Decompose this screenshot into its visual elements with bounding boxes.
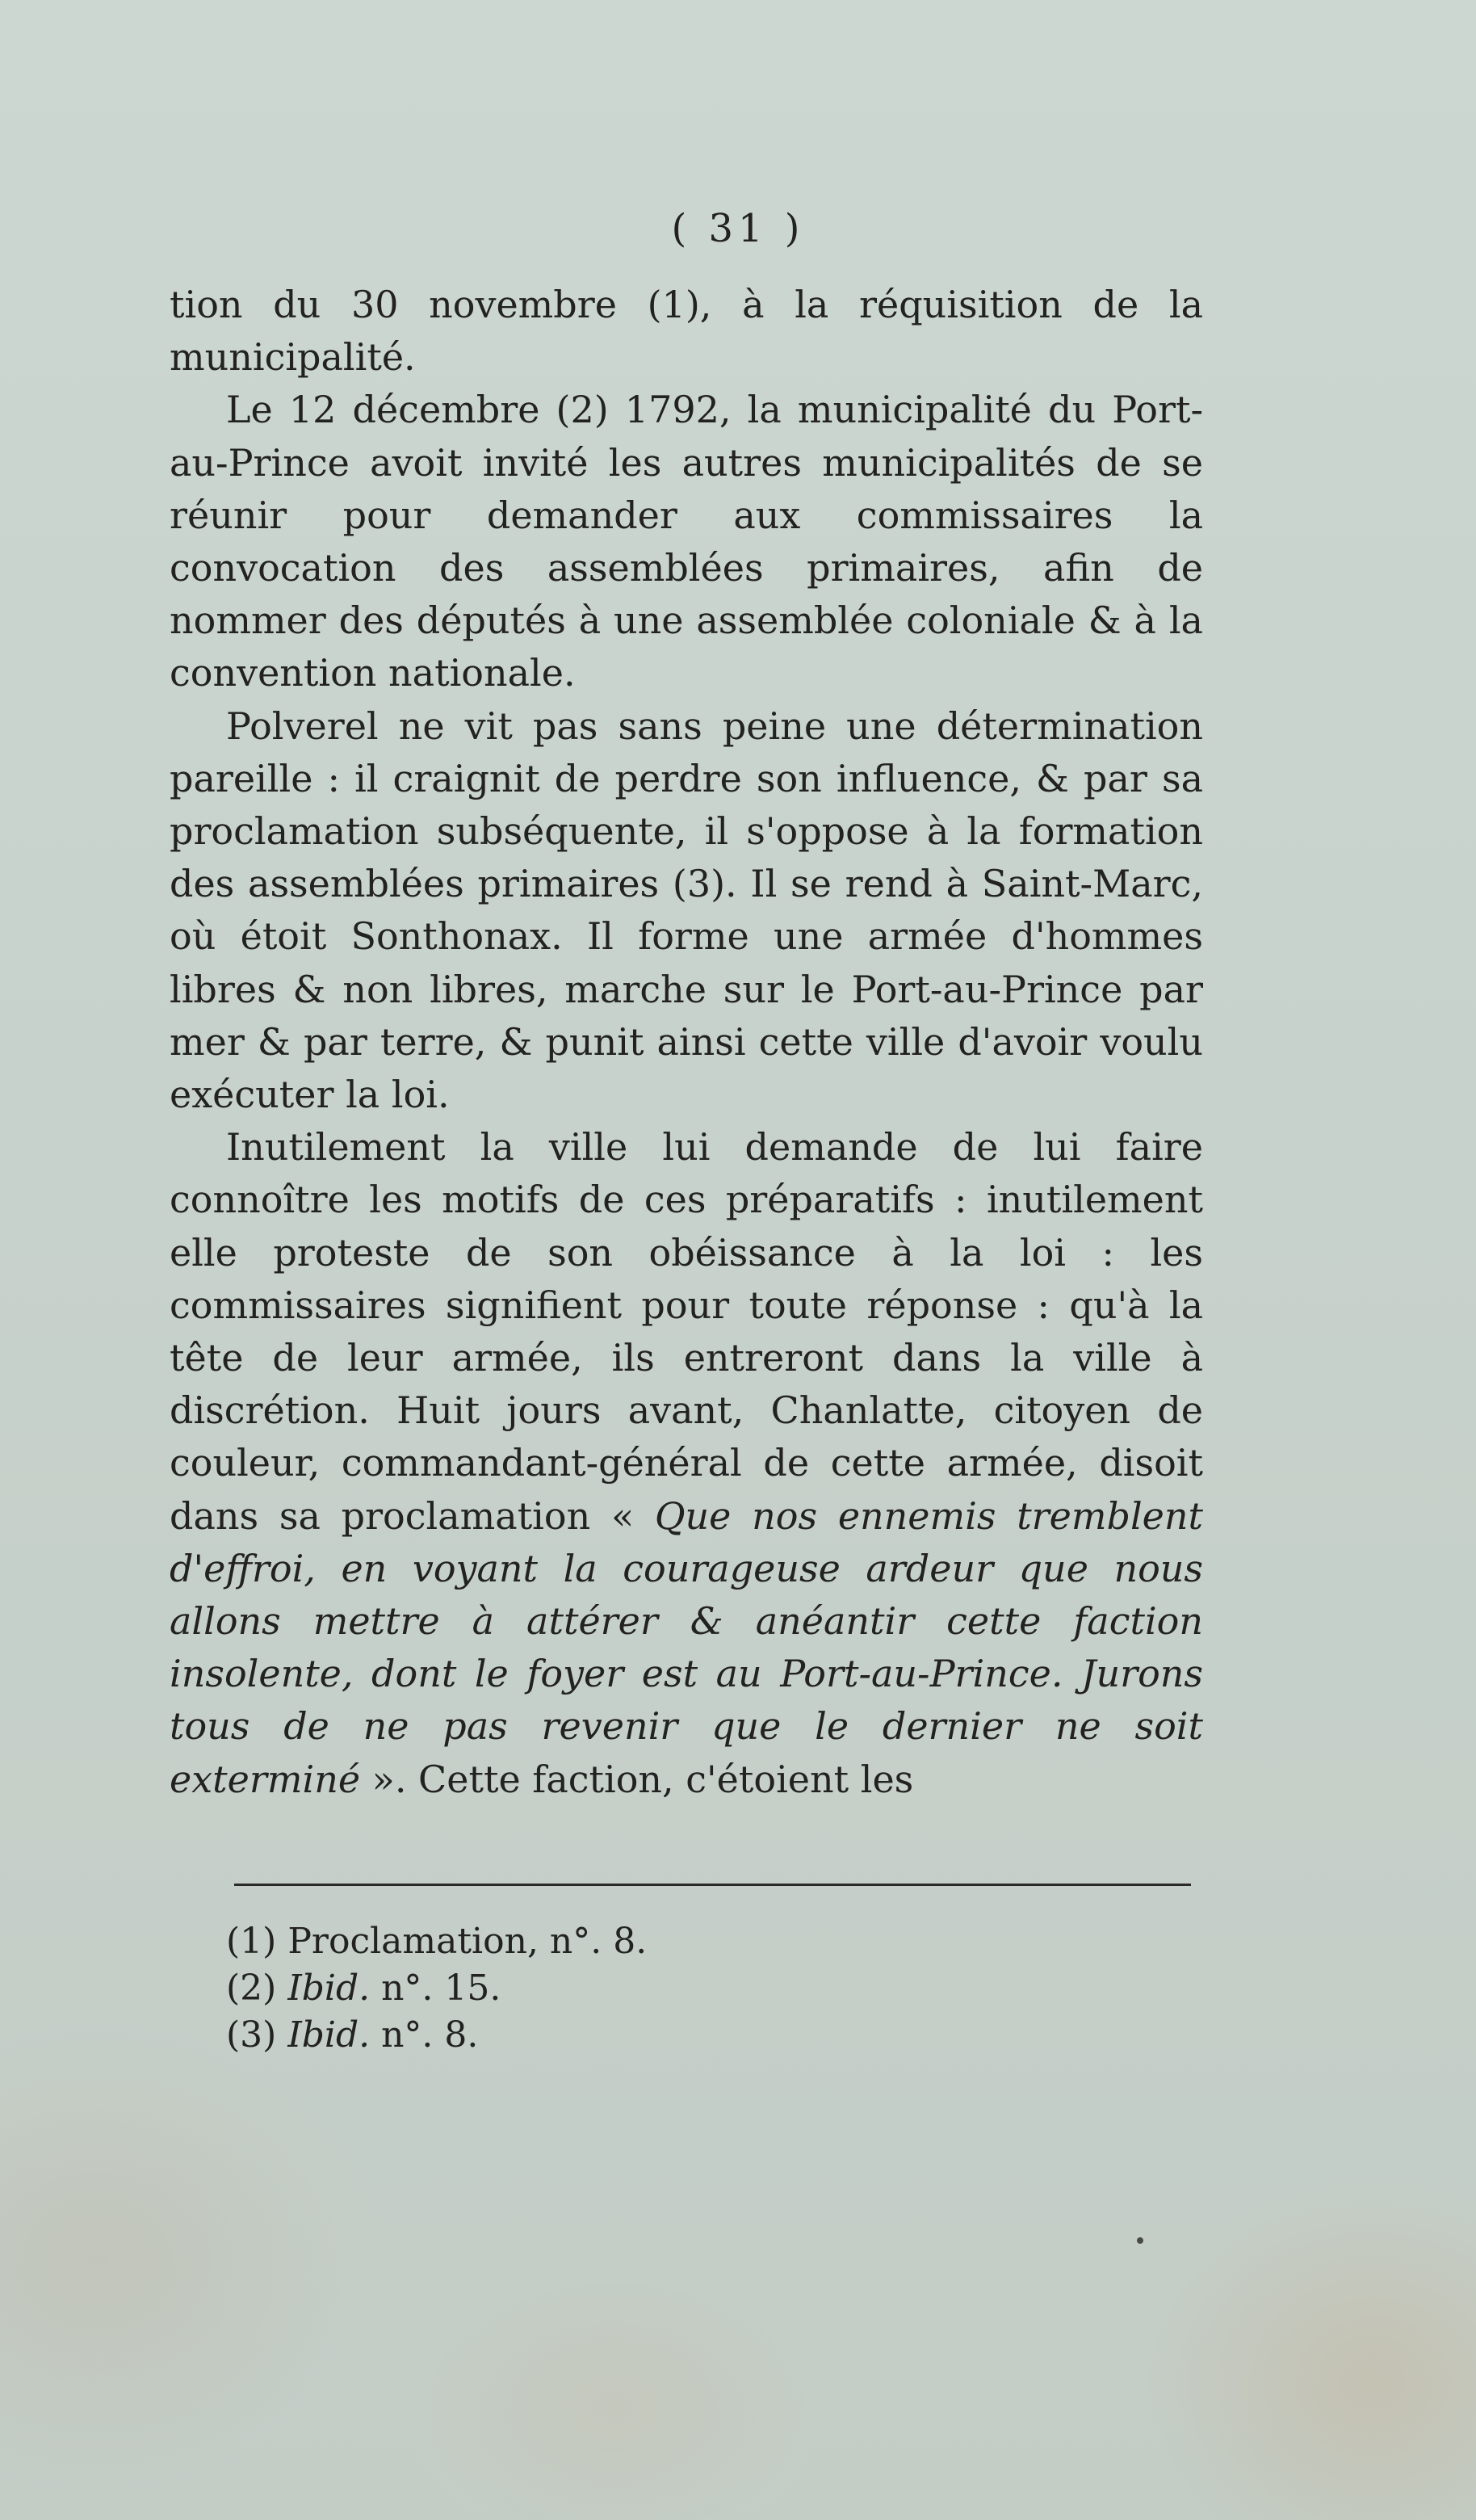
footnote-number: n°. 8. xyxy=(370,2014,479,2056)
footnote-marker: (1) xyxy=(226,1921,277,1962)
footnote-number: , n°. 8. xyxy=(526,1921,648,1962)
paragraph-polverel xyxy=(170,700,1203,1122)
paragraph-text: Le 12 décembre (2) 1792, la municipalité du Port-au-Prince avoit invité les autres municipalités de se réunir pour demander aux commissaires la convocation des assemblées primaires, afin de nommer des députés à une assemblée coloniale & à la convention nationale. xyxy=(170,388,1203,695)
quoted-proclamation: Que nos ennemis tremblent d'effroi, en voyant la courageuse ardeur que nous allons mettre à attérer & anéantir cette faction insolente, dont le foyer est au Port-au-Prince. Jurons tous de ne pas revenir que le dernier ne soit exterminé xyxy=(170,1493,1204,1801)
page-number: ( 31 ) xyxy=(671,206,805,251)
footnote-marker: (2) xyxy=(226,1968,277,2009)
paragraph-inutilement xyxy=(170,1121,1203,1806)
footnotes xyxy=(226,1918,647,2059)
paragraph-text: tion du 30 novembre (1), à la réquisition de la municipalité. xyxy=(170,283,1203,380)
footnote xyxy=(226,2012,647,2059)
footnote-source: Ibid. xyxy=(287,2014,371,2056)
footnote xyxy=(226,1918,647,1965)
paragraph-text: Inutilement la ville lui demande de lui faire connoître les motifs de ces préparatifs : inutilement elle proteste de son obéissance à la loi : les commissaires signifient pour toute réponse : qu'à la tête de leur armée, ils entreront dans la ville à discrétion. Huit jours avant, Chanlatte, citoyen de couleur, commandant-général de cette armée, disoit dans sa proclamation « xyxy=(170,1125,1203,1538)
footnote-number: n°. 15. xyxy=(370,1968,501,2009)
footnote-divider xyxy=(234,1884,1191,1886)
paragraph-continuation xyxy=(170,279,1203,384)
body-text xyxy=(170,279,1203,1806)
paragraph-text: ». Cette faction, c'étoient les xyxy=(360,1757,914,1801)
footnote-source: Ibid. xyxy=(287,1968,371,2009)
paper-speck xyxy=(1137,2237,1143,2244)
footnote xyxy=(226,1965,647,2012)
paragraph-municipalite xyxy=(170,384,1203,699)
paragraph-text: Polverel ne vit pas sans peine une détermination pareille : il craignit de perdre son influence, & par sa proclamation subséquente, il s'oppose à la formation des assemblées primaires (3). Il se rend à Saint-Marc, où étoit Sonthonax. Il forme une armée d'hommes libres & non libres, marche sur le Port-au-Prince par mer & par terre, & punit ainsi cette ville d'avoir voulu exécuter la loi. xyxy=(170,704,1203,1117)
footnote-source: Proclamation xyxy=(287,1921,527,1962)
footnote-marker: (3) xyxy=(226,2014,277,2056)
